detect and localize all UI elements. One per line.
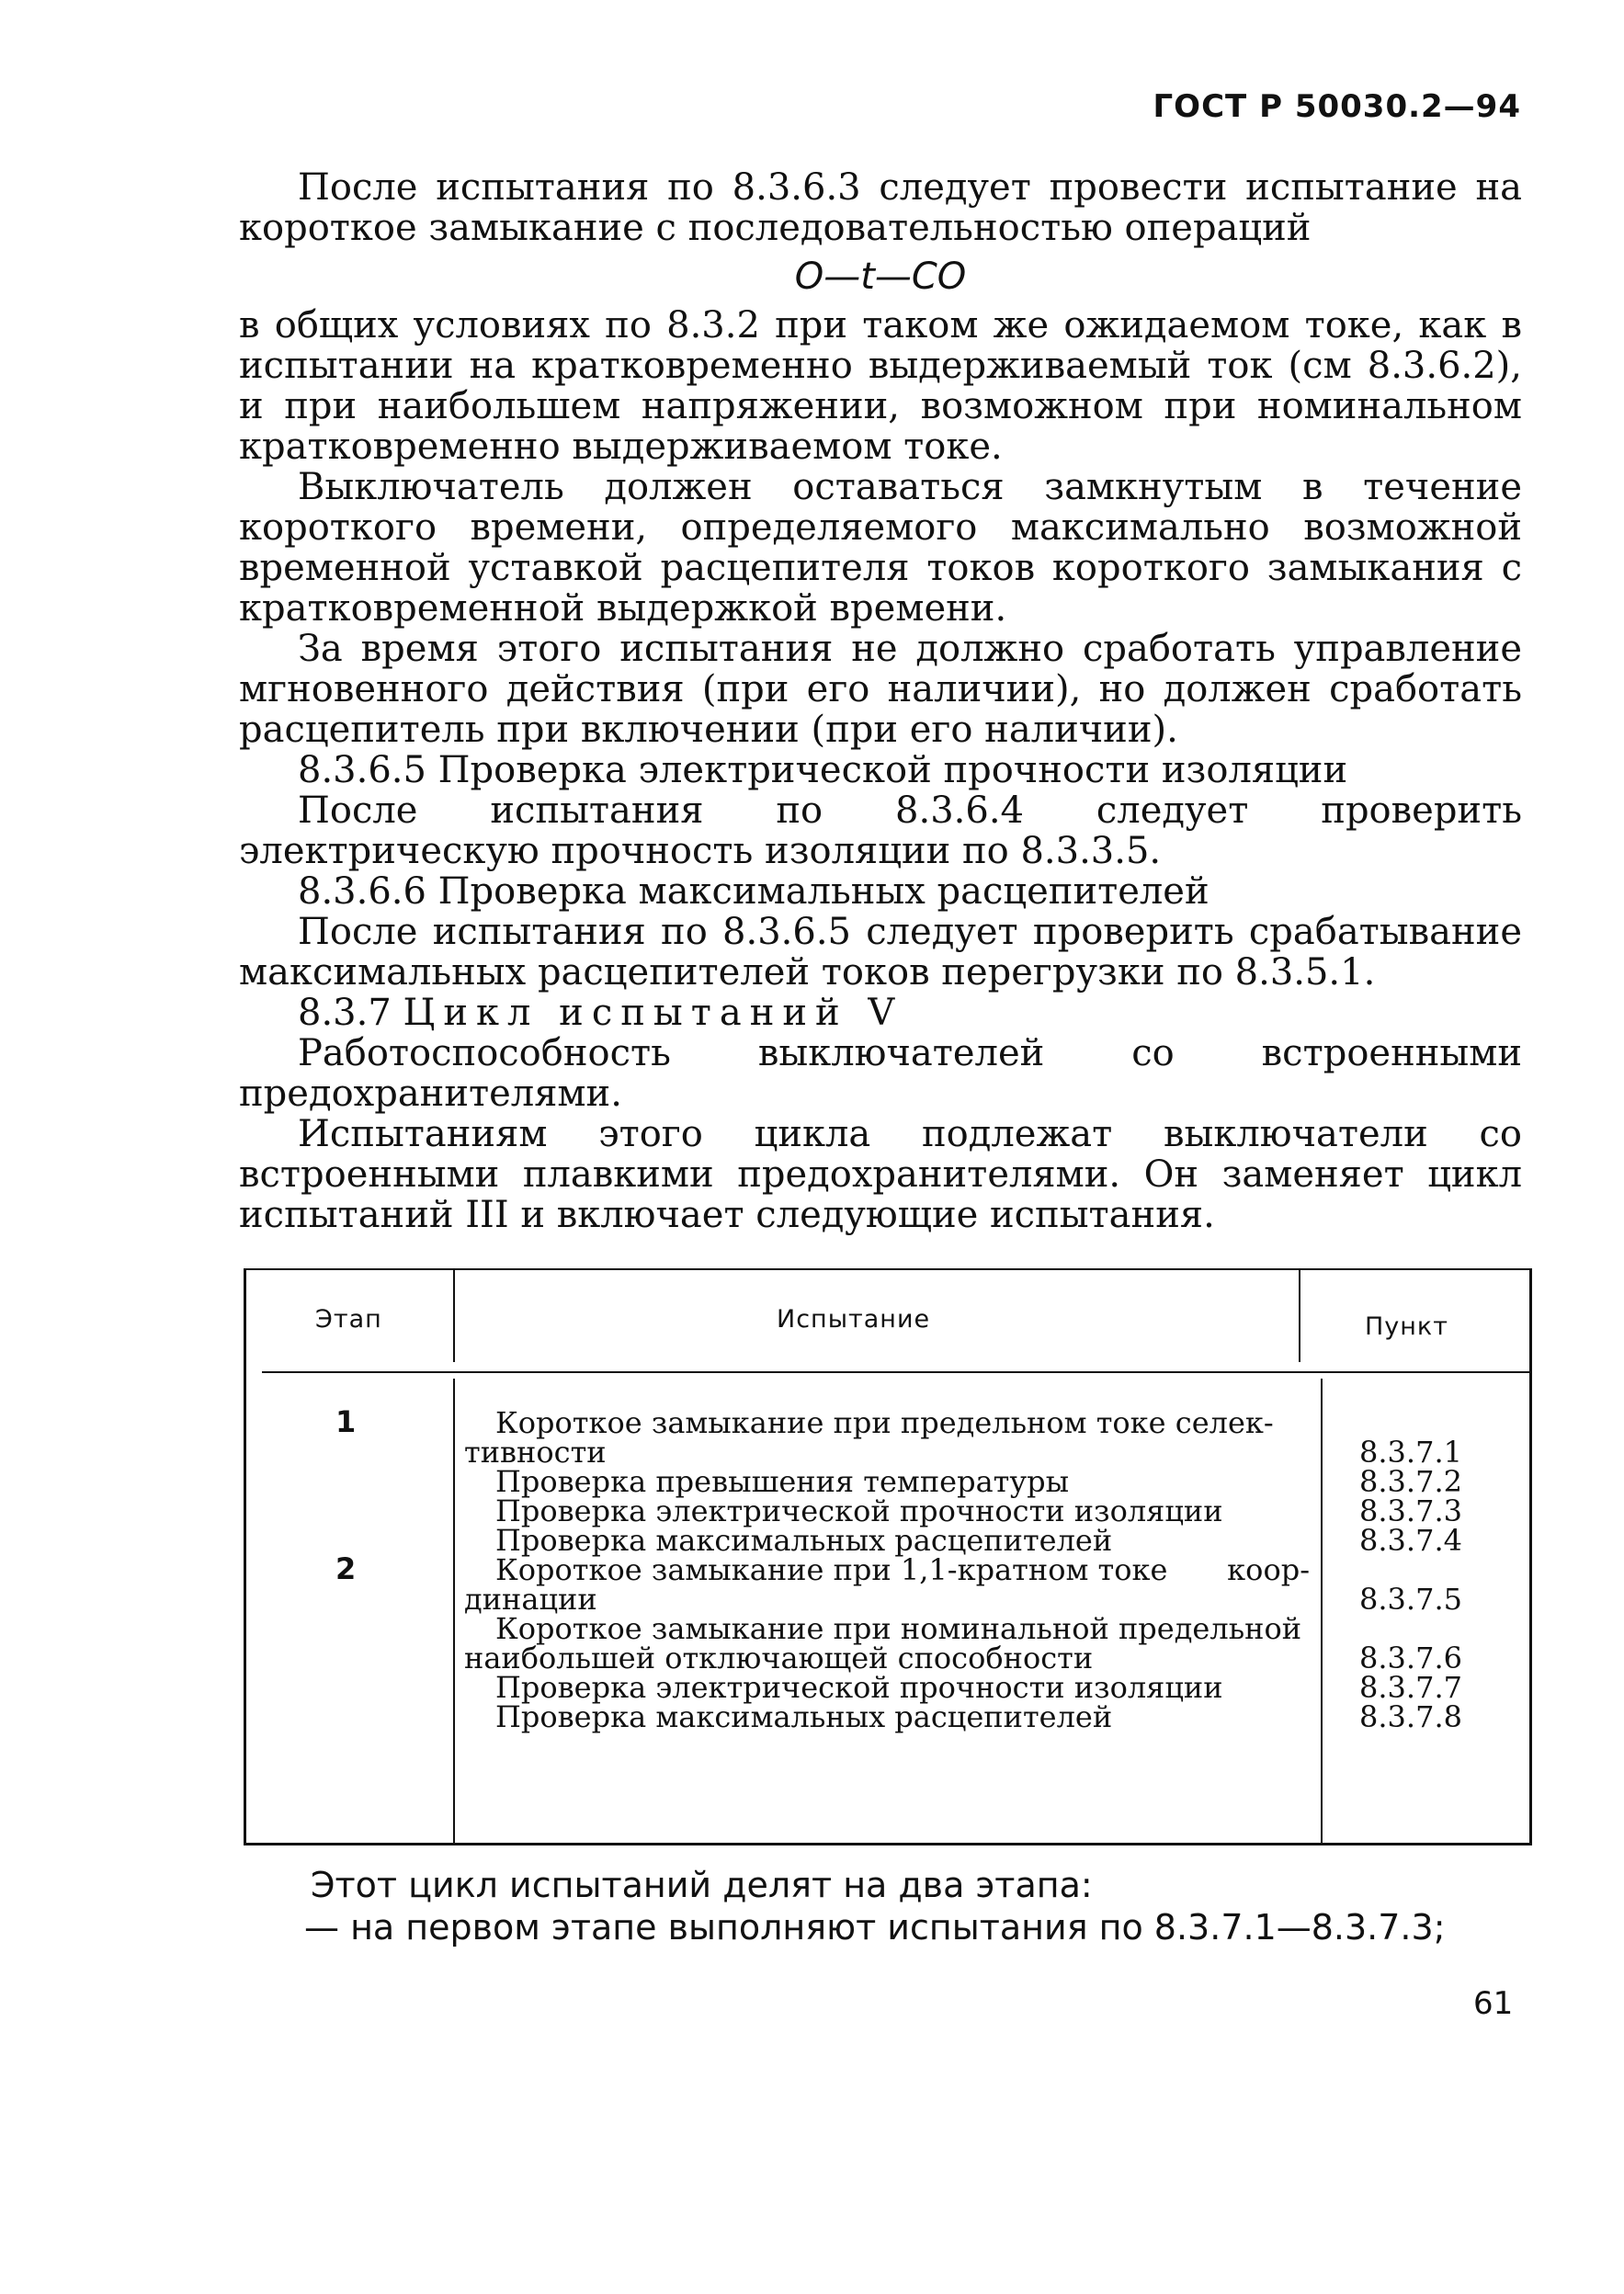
header-test: Испытание [777,1305,931,1334]
main-text [239,167,1522,1235]
section-heading [239,993,1522,1033]
point-list [1300,1437,1521,1732]
paragraph: Испытаниям этого цикла подлежат выключатели со встроенными плавкими предохранителями. Он заменяет цикл испытаний III и включает следующие испытания. [239,1113,1522,1236]
point-item: 8.3.7.8 [1359,1699,1462,1734]
point-item: 8.3.7.4 [1359,1523,1462,1558]
paragraph: После испытания по 8.3.6.3 следует провести испытание на короткое замыкание с последовательностью операций [239,166,1522,249]
paragraph: Этот цикл испытаний делят на два этапа: [311,1865,1093,1905]
paragraph: Выключатель должен оставаться замкнутым в течение короткого времени, определяемого максимально возможной временной уставкой расцепителя токов короткого замыкания с кратковременной выдержкой времени. [239,466,1522,630]
test-item: Проверка электрической прочности изоляции [495,1670,1223,1705]
header-point: Пункт [1365,1312,1448,1341]
test-item: Проверка электрической прочности изоляции [495,1493,1223,1528]
test-item: Проверка максимальных расцепителей [495,1523,1113,1558]
test-item: Проверка превышения температуры [495,1464,1070,1499]
section-heading: 8.3.6.6 Проверка максимальных расцепителей [298,870,1209,913]
point-item: 8.3.7.1 [1359,1435,1462,1470]
test-item: динации [464,1582,597,1617]
tests-table [244,1268,1532,1845]
test-item: Короткое замыкание при предельном токе селек- [495,1405,1274,1440]
header-stage: Этап [315,1305,382,1334]
paragraph: — на первом этапе выполняют испытания по 8.3.7.1—8.3.7.3; [304,1907,1446,1948]
paragraph: в общих условиях по 8.3.2 при таком же ожидаемом токе, как в испытании на кратковременно выдерживаемый ток (см 8.3.6.2), и при наибольшем напряжении, возможном при номинальном кратковременно выдерживаемом токе. [239,304,1522,468]
formula: O—t—CO [794,256,967,298]
test-text: Короткое замыкание при 1,1-кратном токе [495,1552,1168,1587]
point-item: 8.3.7.3 [1359,1493,1462,1528]
test-item: Проверка максимальных расцепителей [495,1699,1113,1734]
page-number: 61 [1473,1985,1514,2022]
test-text: коор- [1227,1552,1310,1587]
point-item: 8.3.7.2 [1359,1464,1462,1499]
stage-2: 2 [335,1551,357,1586]
paragraph: Работоспособность выключателей со встроенными предохранителями. [239,1032,1522,1115]
section-heading: 8.3.6.5 Проверка электрической прочности изоляции [298,749,1348,791]
section-number: 8.3.7 [298,992,392,1034]
point-item: 8.3.7.7 [1359,1670,1462,1705]
after-table-text [304,1864,1526,1948]
document-code: ГОСТ Р 50030.2—94 [1153,88,1521,125]
test-list [464,1405,1310,1734]
paragraph: После испытания по 8.3.6.4 следует проверить электрическую прочность изоляции по 8.3.3.5. [239,789,1522,872]
test-item: Короткое замыкание при номинальной предельной [495,1611,1302,1646]
stage-1: 1 [335,1404,357,1439]
point-item: 8.3.7.6 [1359,1641,1462,1675]
test-item: наибольшей отключающей способности [464,1641,1094,1675]
section-title: Цикл испытаний V [403,992,903,1034]
paragraph: После испытания по 8.3.6.5 следует проверить срабатывание максимальных расцепителей токов перегрузки по 8.3.5.1. [239,911,1522,994]
test-item: тивности [464,1435,607,1470]
test-item [464,1552,1310,1587]
point-item: 8.3.7.5 [1359,1582,1462,1617]
paragraph: За время этого испытания не должно сработать управление мгновенного действия (при его наличии), но должен сработать расцепитель при включении (при его наличии). [239,628,1522,751]
